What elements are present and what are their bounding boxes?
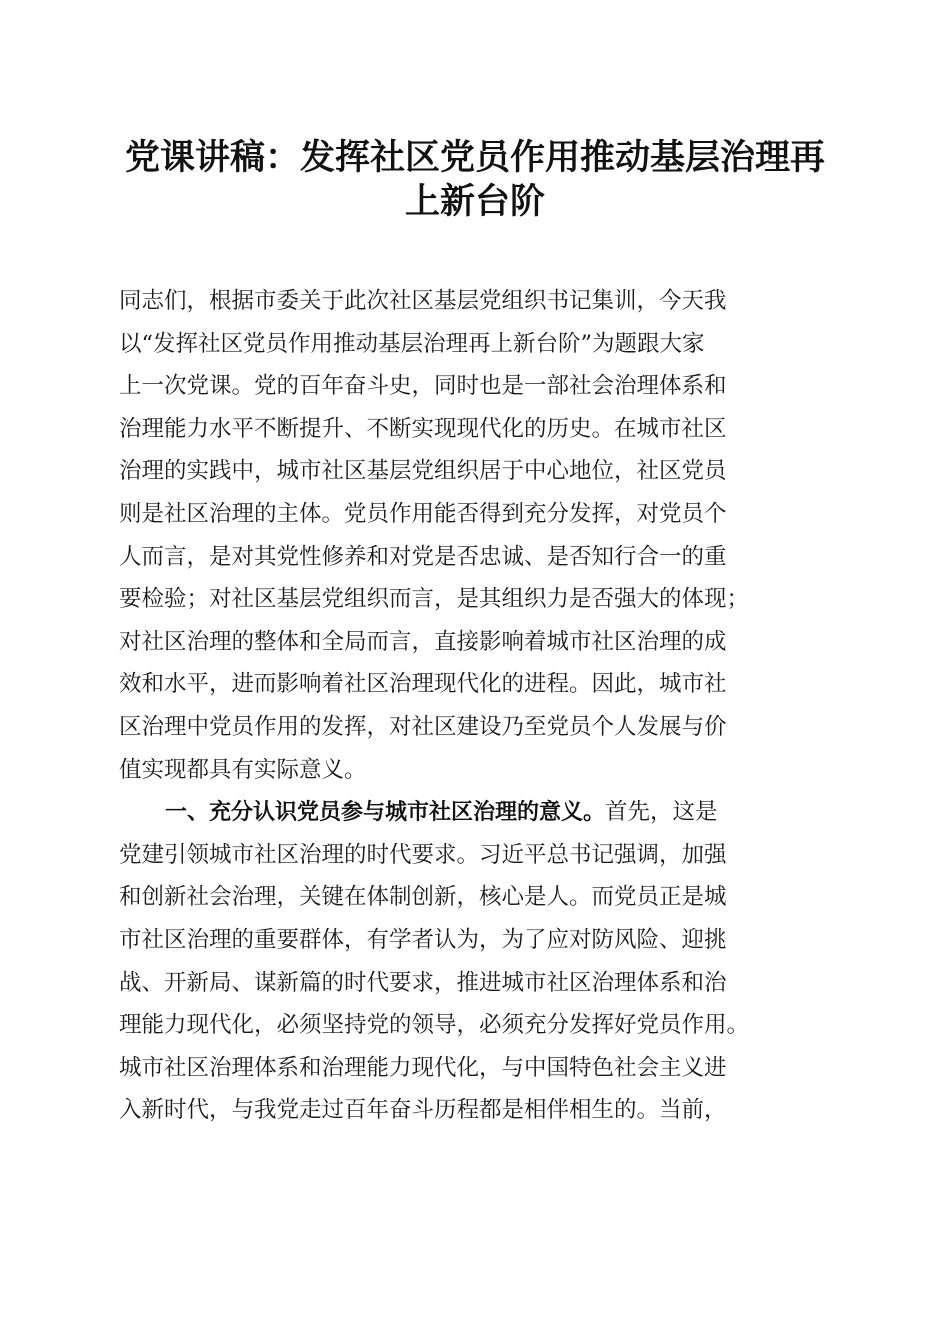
text-line: 战、开新局、谋新篇的时代要求，推进城市社区治理体系和治	[119, 969, 727, 996]
text-line: 党建引领城市社区治理的时代要求。习近平总书记强调，加强	[119, 841, 727, 868]
text-line: 效和水平，进而影响着社区治理现代化的进程。因此，城市社	[119, 671, 727, 698]
text-line: 则是社区治理的主体。党员作用能否得到充分发挥，对党员个	[119, 500, 727, 527]
text-line: 上一次党课。党的百年奋斗史，同时也是一部社会治理体系和	[119, 373, 727, 400]
text-line: 市社区治理的重要群体，有学者认为，为了应对防风险、迎挑	[119, 926, 727, 953]
section-1-heading: 一、充分认识党员参与城市社区治理的意义。	[165, 800, 606, 826]
section-1-first-line-text: 首先，这是	[605, 799, 718, 826]
page-title	[100, 136, 850, 224]
section-1-first-line	[119, 791, 839, 834]
text-line: 治理能力水平不断提升、不断实现现代化的历史。在城市社区	[119, 415, 727, 442]
text-line: 人而言，是对其党性修养和对党是否忠诚、是否知行合一的重	[119, 543, 727, 570]
text-line: 区治理中党员作用的发挥，对社区建设乃至党员个人发展与价	[119, 713, 727, 740]
text-line: 城市社区治理体系和治理能力现代化，与中国特色社会主义进	[119, 1054, 727, 1081]
section-1-paragraph	[119, 791, 839, 1132]
text-line: 理能力现代化，必须坚持党的领导，必须充分发挥好党员作用。	[119, 1012, 750, 1039]
title-line: 党课讲稿：发挥社区党员作用推动基层治理再	[124, 137, 825, 178]
text-line: 治理的实践中，城市社区基层党组织居于中心地位，社区党员	[119, 458, 727, 485]
document-body	[119, 280, 839, 1132]
text-line: 要检验；对社区基层党组织而言，是其组织力是否强大的体现；	[119, 586, 750, 613]
text-line: 同志们，根据市委关于此次社区基层党组织书记集训，今天我	[119, 288, 727, 314]
text-line: 和创新社会治理，关键在体制创新，核心是人。而党员正是城	[119, 884, 727, 911]
title-line: 上新台阶	[404, 181, 545, 222]
text-line: 以“发挥社区党员作用推动基层治理再上新台阶”为题跟大家	[119, 330, 705, 357]
intro-paragraph	[119, 280, 839, 791]
text-line: 值实现都具有实际意义。	[119, 756, 367, 783]
text-line: 入新时代，与我党走过百年奋斗历程都是相伴相生的。当前，	[119, 1097, 727, 1124]
text-line: 对社区治理的整体和全局而言，直接影响着城市社区治理的成	[119, 628, 727, 655]
